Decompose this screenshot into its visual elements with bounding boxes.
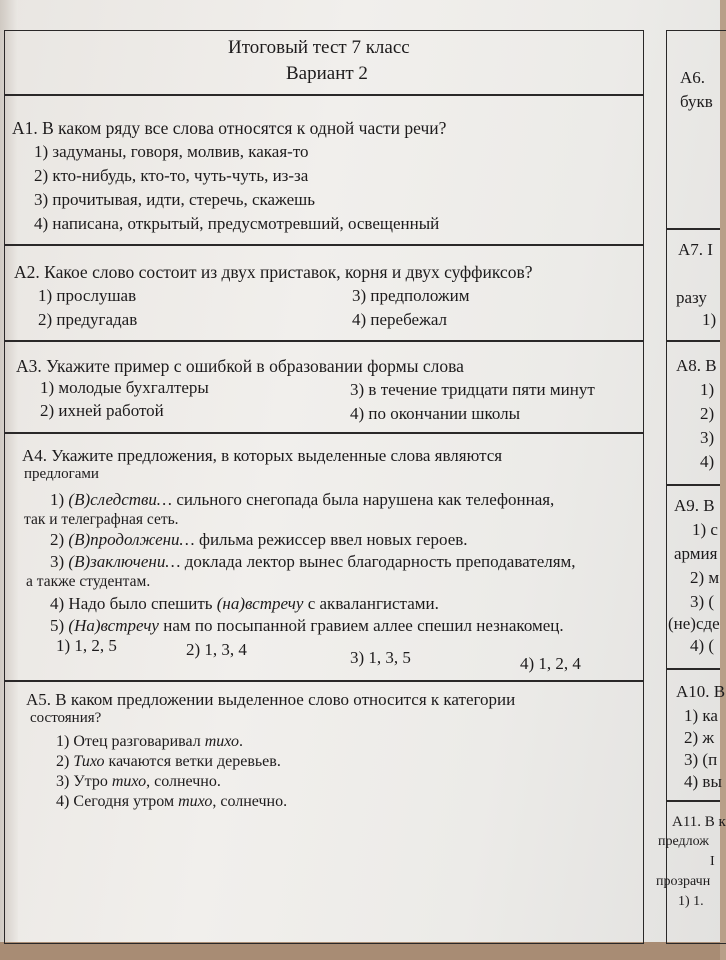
- right-a10-opt2: 2) ж: [684, 728, 715, 747]
- a1-option-3: 3) прочитывая, идти, стеречь, скажешь: [34, 190, 315, 209]
- question-a5: А5. В каком предложении выделенное слово относится к категории: [26, 690, 516, 709]
- right-divider-a11: [666, 800, 720, 802]
- test-title: Итоговый тест 7 класс: [228, 37, 410, 58]
- question-a1: А1. В каком ряду все слова относятся к одной части речи?: [12, 118, 447, 138]
- a3-divider: [4, 432, 644, 434]
- a4-sentence-3-cont: а также студентам.: [26, 573, 151, 590]
- right-a9-opt3: 3) (: [690, 592, 715, 611]
- right-a7: А7. I: [678, 240, 713, 259]
- question-a4-cont: предлогами: [24, 466, 99, 482]
- right-a11-num: I: [710, 854, 715, 869]
- question-a2: А2. Какое слово состоит из двух приставок, корня и двух суффиксов?: [14, 262, 533, 282]
- right-a8-opt1: 1): [700, 380, 715, 399]
- a5-option-2: 2) Тихо качаются ветки деревьев.: [56, 753, 281, 770]
- right-a8-opt2: 2): [700, 404, 715, 423]
- a2-option-3: 3) предположим: [352, 286, 470, 305]
- right-column-frame: [666, 30, 726, 944]
- a2-divider: [4, 340, 644, 342]
- right-a11-cont2: прозрачн: [656, 874, 711, 889]
- right-a6-cont: букв: [680, 92, 713, 111]
- a3-option-1: 1) молодые бухгалтеры: [40, 378, 209, 397]
- a3-option-4: 4) по окончании школы: [350, 404, 521, 423]
- right-divider-a9: [666, 484, 720, 486]
- table-surface: [0, 942, 720, 960]
- right-a11-opt1: 1) 1.: [678, 894, 704, 909]
- a2-option-2: 2) предугадав: [38, 310, 138, 329]
- a2-option-1: 1) прослушав: [38, 286, 137, 305]
- a4-sentence-1-cont: так и телеграфная сеть.: [24, 511, 179, 528]
- a4-divider: [4, 680, 644, 682]
- right-a9-opt2: 2) м: [690, 568, 720, 587]
- right-a9-cont2: (не)сде: [668, 614, 720, 633]
- header-divider: [4, 94, 644, 96]
- a1-option-4: 4) написана, открытый, предусмотревший, освещенный: [34, 214, 440, 233]
- a4-answer-3: 3) 1, 3, 5: [350, 648, 411, 667]
- right-divider-a10: [666, 668, 720, 670]
- right-a7-cont: разу: [676, 288, 707, 307]
- right-a11: А11. В к: [672, 814, 726, 830]
- a1-option-2: 2) кто-нибудь, кто-то, чуть-чуть, из-за: [34, 166, 309, 185]
- a4-answer-4: 4) 1, 2, 4: [520, 654, 581, 673]
- a4-sentence-2: 2) (В)продолжени… фильма режиссер ввел новых героев.: [50, 530, 468, 549]
- a3-option-2: 2) ихней работой: [40, 401, 164, 420]
- right-a10-opt4: 4) вы: [684, 772, 722, 791]
- a4-answer-2: 2) 1, 3, 4: [186, 640, 247, 659]
- a4-sentence-5: 5) (На)встречу нам по посыпанной гравием аллее спешил незнакомец.: [50, 616, 564, 635]
- right-a7-opt: 1): [702, 310, 717, 329]
- variant-label: Вариант 2: [286, 63, 368, 84]
- question-a5-cont: состояния?: [30, 710, 102, 726]
- question-a3: А3. Укажите пример с ошибкой в образовании формы слова: [16, 356, 464, 376]
- a4-sentence-4: 4) Надо было спешить (на)встречу с аквалангистами.: [50, 594, 439, 613]
- a4-sentence-3: 3) (В)заключени… доклада лектор вынес благодарность преподавателям,: [50, 552, 576, 571]
- right-a9-opt4: 4) (: [690, 636, 715, 655]
- a4-sentence-1: 1) (В)следстви… сильного снегопада была нарушена как телефонная,: [50, 490, 555, 509]
- right-a10: А10. В: [676, 682, 726, 701]
- a2-option-4: 4) перебежал: [352, 310, 447, 329]
- a5-option-3: 3) Утро тихо, солнечно.: [56, 773, 221, 790]
- right-divider-a7: [666, 228, 720, 230]
- right-a8: А8. В: [676, 356, 717, 375]
- a4-answer-1: 1) 1, 2, 5: [56, 636, 117, 655]
- right-a9-cont: армия: [674, 544, 718, 563]
- question-a4: А4. Укажите предложения, в которых выделенные слова являются: [22, 446, 503, 465]
- right-a8-opt3: 3): [700, 428, 715, 447]
- a1-divider: [4, 244, 644, 246]
- right-a9-opt1: 1) с: [692, 520, 718, 539]
- right-a9: А9. В: [674, 496, 715, 515]
- right-a11-cont: предлож: [658, 834, 709, 849]
- a5-option-4: 4) Сегодня утром тихо, солнечно.: [56, 793, 288, 810]
- a3-option-3: 3) в течение тридцати пяти минут: [350, 380, 595, 399]
- a1-option-1: 1) задуманы, говоря, молвив, какая-то: [34, 142, 309, 161]
- right-a6: А6.: [680, 68, 706, 87]
- a5-option-1: 1) Отец разговаривал тихо.: [56, 733, 243, 750]
- right-divider-a8: [666, 340, 720, 342]
- right-a10-opt3: 3) (п: [684, 750, 718, 769]
- right-a10-opt1: 1) ка: [684, 706, 718, 725]
- right-a8-opt4: 4): [700, 452, 715, 471]
